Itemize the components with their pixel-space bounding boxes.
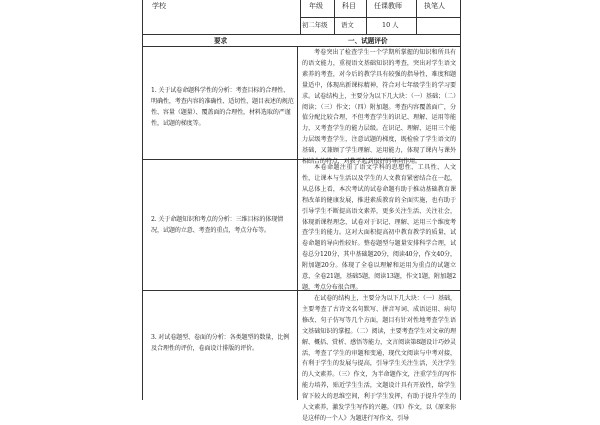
requirement-text-1: 1. 关于试卷命题科学性的分析：考查目标的合理性、明确性，考查内容的准确性、适切性，题目表述的规范性、容量（题量）、覆盖面的合理性，材料选取的严谨性，试题的梯度等。	[151, 87, 294, 127]
evaluation-section-title: 一、试题评价	[348, 37, 388, 45]
writer-label: 执笔人	[424, 2, 445, 10]
evaluation-paragraph-2: 本卷命题注重了语文学科的思想性、工具性、人文性，让课本与生活以及学生的人文教育紧密结合在一起，从总体上看，本次考试的试卷命题有助于推动基础教育课程改革的健康发展，推进素质教育的全面实施，也有助于引导学生不断提高语文素养，更多关注生活、关注社会，体现新课程理念，试卷对于识记、理解、运用三个维度考查学生的能力。这对大面积提高初中教育教学的质量，试卷命题的导向性较好。整卷题型与题量安排科学合理，试卷总分120分，其中基础题20分，阅读40分，作文40分，附加题20分。体现了全卷以理解和运用为重点的试题立意，全卷21题，基础5题，阅读13题，作文1题，附加题2题，考点分布很合理。	[302, 164, 456, 291]
column-divider	[297, 46, 298, 400]
exam-evaluation-sheet	[138, 0, 462, 422]
title-row-bottom-line	[142, 46, 460, 47]
school-label: 学校	[152, 2, 166, 10]
teacher-label: 任课教师	[374, 2, 402, 10]
grade-label: 年级	[309, 2, 323, 10]
evaluation-text-3	[302, 294, 456, 422]
table-border-right	[460, 0, 461, 400]
requirement-text-3: 3. 对试卷题型、卷面的分析：各类题型的数量，比例及合理性的评价，卷面设计排版的评价。	[151, 334, 290, 352]
header-bottom-line	[142, 34, 460, 35]
grade-value: 初二年级	[302, 21, 328, 29]
subject-value: 语文	[341, 21, 354, 29]
requirement-text-2: 2. 关于命题知识和考点的分析：三维目标的体现情况，试题的立意、考查的重点，考点分布等。	[151, 216, 284, 234]
teacher-value: 10 人	[382, 21, 399, 29]
requirement-column-header: 要求	[214, 37, 228, 45]
table-border-left	[142, 0, 143, 400]
evaluation-paragraph-1: 考卷突出了检查学生一个学期所掌握的知识和所具有的语文能力，重视语文基础知识的考查，突出对学生语文素养的考查，对今后的教学具有较强的指导性，难度和题量适中，体现出新课标精神，符合对七年级学生的学习要求。试卷结构上，主要分为以下几大块：（一）基础；（二）阅读；（三）作文；（四）附加题。考查内容覆盖面广，分值分配比较合理，不但考查学生的识记、理解、运用等能力，又考查学生的能力层级。在识记、理解、运用三个能力层级考查学生，注意试题的梯度，既检验了学生语文的基础，又兼顾了学生理解、运用能力，体现了课内与课外相结合的特点，对教学起到很好的导向作用。	[302, 49, 456, 166]
header-row-divider	[300, 17, 460, 18]
subject-label: 科目	[342, 2, 356, 10]
evaluation-text-1	[302, 48, 456, 168]
evaluation-text-2	[302, 163, 456, 294]
evaluation-paragraph-3: 在试卷的结构上，主要分为以下几大块：（一）基础，主要考查了古诗文名句默写、拼音写词、成语运用、病句修改、句子仿写等几个方面，题目有针对性地考查学生语文基础知识的掌握。（二）阅读，主要考查学生对文章的理解、概括、赏析、感悟等能力，文言阅读第8题设计巧妙灵活，考查了学生的审题和变通，现代文阅读与中考对接，有利于学生的发展与提高，引导学生关注生活，关注学生的人文素养。（三）作文，为半命题作文，注重学生的写作能力培养，贴近学生生活，文题设计具有开放性，给学生留下较大的思维空间，利于学生发挥，有助于提升学生的人文素养，激发学生写作的兴趣。（四）作文，以《原来你是这样的一个人》为题进行写作文，引导	[302, 295, 456, 422]
